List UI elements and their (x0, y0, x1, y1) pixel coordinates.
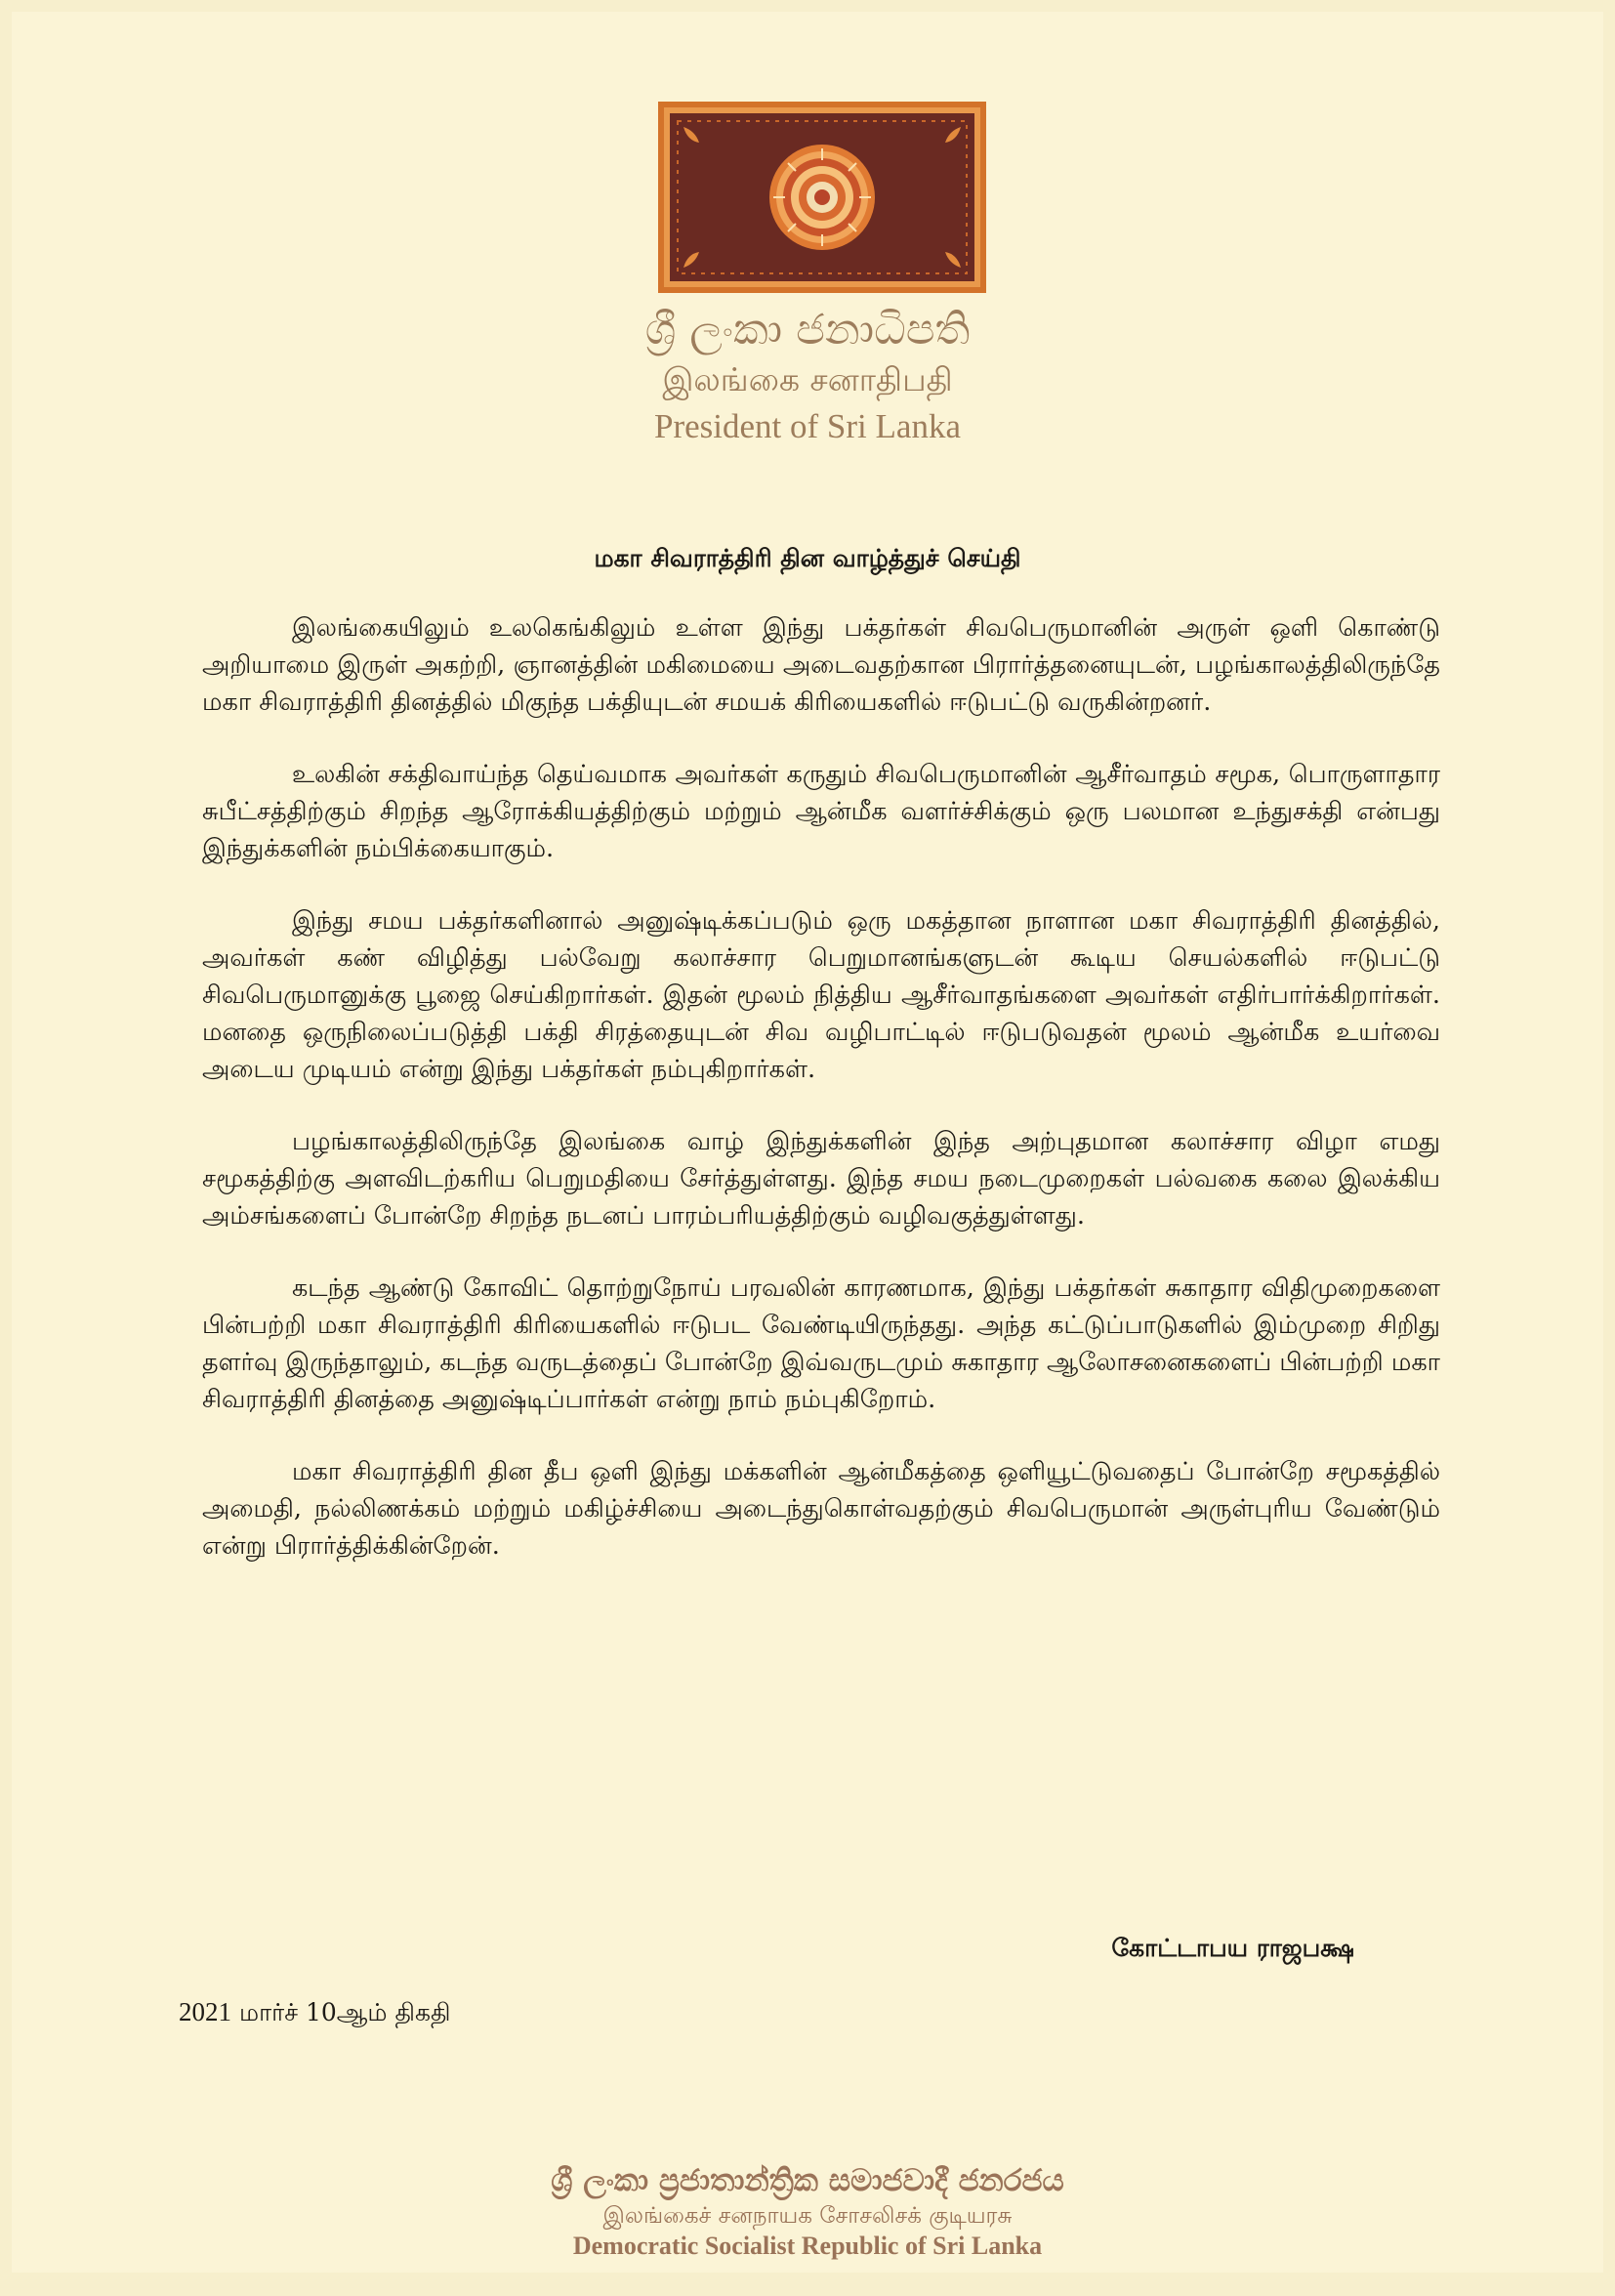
date-text: மார்ச் 10ஆம் திகதி (238, 1998, 451, 2026)
date-year: 2021 (179, 1997, 231, 2026)
signature-name: கோட்டாபய ராஜபக்ஷ (1111, 1934, 1354, 1962)
footer-english: Democratic Socialist Republic of Sri Lanka (572, 2232, 1043, 2260)
paragraph: உலகின் சக்திவாய்ந்த தெய்வமாக அவர்கள் கருதும் சிவபெருமானின் ஆசீர்வாதம் சமூக, பொருளாதார சுபீட்சத்திற்கும் சிறந்த ஆரோக்கியத்திற்கும் மற்றும் ஆன்மீக வளர்ச்சிக்கும் ஒரு பலமான உந்துசக்தி என்பது இந்துக்களின் நம்பிக்கையாகும். (202, 760, 1440, 863)
header-tamil: இலங்கை சனாதிபதி (662, 360, 953, 398)
letter-body (202, 609, 1440, 1600)
letter-page (12, 12, 1603, 2273)
paragraph: கடந்த ஆண்டு கோவிட் தொற்றுநோய் பரவலின் காரணமாக, இந்து பக்தர்கள் சுகாதார விதிமுறைகளை பின்பற்றி மகா சிவராத்திரி கிரியைகளில் ஈடுபட வேண்டியிருந்தது. அந்த கட்டுப்பாடுகளில் இம்முறை சிறிது தளர்வு இருந்தாலும், கடந்த வருடத்தைப் போன்றே இவ்வருடமும் சுகாதார ஆலோசனைகளைப் பின்பற்றி மகா சிவராத்திரி தினத்தை அனுஷ்டிப்பார்கள் என்று நாம் நம்புகிறோம். (202, 1273, 1440, 1414)
paragraph: மகா சிவராத்திரி தின தீப ஒளி இந்து மக்களின் ஆன்மீகத்தை ஒளியூட்டுவதைப் போன்றே சமூகத்தில் அமைதி, நல்லிணக்கம் மற்றும் மகிழ்ச்சியை அடைந்துகொள்வதற்கும் சிவபெருமான் அருள்புரிய வேண்டும் என்று பிரார்த்திக்கின்றேன். (202, 1457, 1440, 1561)
paragraph: இலங்கையிலும் உலகெங்கிலும் உள்ள இந்து பக்தர்கள் சிவபெருமானின் அருள் ஒளி கொண்டு அறியாமை இருள் அகற்றி, ஞானத்தின் மகிமையை அடைவதற்கான பிரார்த்தனையுடன், பழங்காலத்திலிருந்தே மகா சிவராத்திரி தினத்தில் மிகுந்த பக்தியுடன் சமயக் கிரியைகளில் ஈடுபட்டு வருகின்றனர். (202, 613, 1440, 717)
header-english: President of Sri Lanka (654, 407, 961, 445)
paragraph: பழங்காலத்திலிருந்தே இலங்கை வாழ் இந்துக்களின் இந்த அற்புதமான கலாச்சார விழா எமது சமூகத்திற்கு அளவிடற்கரிய பெறுமதியை சேர்த்துள்ளது. இந்த சமய நடைமுறைகள் பல்வகை கலை இலக்கிய அம்சங்களைப் போன்றே சிறந்த நடனப் பாரம்பரியத்திற்கும் வழிவகுத்துள்ளது. (202, 1127, 1440, 1231)
footer-tamil: இலங்கைச் சனநாயக சோசலிசக் குடியரசு (602, 2203, 1013, 2229)
header-sinhala: ශ්‍රී ලංකා ජනාධිපති (644, 305, 971, 355)
footer-sinhala: ශ්‍රී ලංකා ප්‍රජාතාන්ත්‍රික සමාජවාදී ජනරජය (551, 2163, 1064, 2198)
letter-date (179, 1997, 450, 2030)
document-title: மகா சிவராத்திரி தின வாழ்த்துச் செய்தி (594, 544, 1021, 572)
presidential-flag-emblem-icon (658, 102, 986, 293)
paragraph: இந்து சமய பக்தர்களினால் அனுஷ்டிக்கப்படும் ஒரு மகத்தான நாளான மகா சிவராத்திரி தினத்தில், அவர்கள் கண் விழித்து பல்வேறு கலாச்சார பெறுமானங்களுடன் கூடிய செயல்களில் ஈடுபட்டு சிவபெருமானுக்கு பூஜை செய்கிறார்கள். இதன் மூலம் நித்திய ஆசீர்வாதங்களை அவர்கள் எதிர்பார்க்கிறார்கள். மனதை ஒருநிலைப்படுத்தி பக்தி சிரத்தையுடன் சிவ வழிபாட்டில் ஈடுபடுவதன் மூலம் ஆன்மீக உயர்வை அடைய முடியம் என்று இந்து பக்தர்கள் நம்புகிறார்கள். (202, 906, 1440, 1084)
